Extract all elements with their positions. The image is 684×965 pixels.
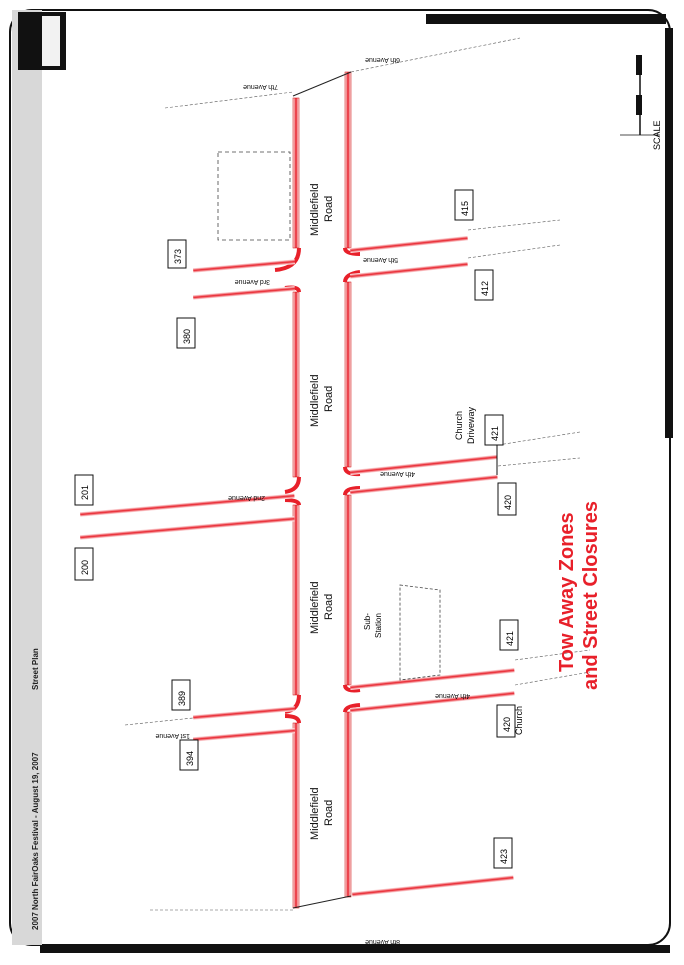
- middlefield-road: [275, 72, 360, 908]
- svg-text:7th Avenue: 7th Avenue: [243, 83, 278, 90]
- landmarks: [218, 152, 524, 735]
- svg-text:3rd Avenue: 3rd Avenue: [234, 278, 270, 285]
- closure-east-1: [345, 72, 351, 248]
- avenue-east-middle: [350, 455, 498, 495]
- address-421-a: [485, 415, 503, 445]
- svg-text:412: 412: [480, 280, 490, 296]
- closure-west-4: [293, 723, 299, 908]
- svg-text:Road: Road: [323, 799, 335, 826]
- church-driveway-label: [454, 406, 476, 444]
- svg-text:420: 420: [503, 494, 513, 510]
- title-line-1: Tow Away Zones: [556, 512, 578, 672]
- svg-text:415: 415: [460, 200, 470, 216]
- right-bar: [665, 28, 673, 438]
- address-373: [168, 240, 186, 268]
- address-421-b: [500, 620, 518, 650]
- svg-text:200: 200: [80, 559, 90, 575]
- avenue-east-top: [350, 236, 468, 279]
- address-420-a: [498, 483, 516, 515]
- title-line-2: and Street Closures: [580, 501, 602, 690]
- plan-title: Street Plan: [31, 648, 40, 690]
- scale-label: SCALE: [652, 120, 662, 150]
- closure-west-2: [293, 292, 299, 477]
- svg-text:4th Avenue: 4th Avenue: [435, 692, 470, 699]
- svg-text:1st Avenue: 1st Avenue: [155, 732, 190, 739]
- closure-east-2: [345, 282, 351, 467]
- svg-text:Middlefield: Middlefield: [309, 374, 321, 427]
- address-423: [494, 838, 512, 868]
- svg-text:389: 389: [177, 690, 187, 706]
- header: [31, 648, 40, 930]
- closure-west-1: [293, 98, 299, 248]
- address-389: [172, 680, 190, 710]
- road-label-1: [309, 183, 335, 236]
- svg-text:Road: Road: [323, 195, 335, 222]
- address-420-b: [497, 705, 515, 737]
- svg-text:421: 421: [490, 425, 500, 441]
- svg-text:Road: Road: [323, 385, 335, 412]
- svg-text:373: 373: [173, 248, 183, 264]
- avenue-east-bottom: [352, 875, 514, 945]
- road-label-2: [309, 374, 335, 427]
- substation-label: [363, 613, 383, 638]
- svg-text:4th Avenue: 4th Avenue: [380, 470, 415, 477]
- svg-text:Sub-: Sub-: [363, 613, 372, 630]
- address-415: [455, 190, 473, 220]
- svg-text:Middlefield: Middlefield: [309, 183, 321, 236]
- closure-east-3: [345, 495, 351, 685]
- festival-title: 2007 North FairOaks Festival - August 19, 2007: [31, 752, 40, 930]
- svg-text:Church: Church: [514, 705, 524, 735]
- substation-outline: [400, 585, 440, 680]
- avenue-west-bottom: [155, 706, 295, 742]
- building-outline: [218, 152, 290, 240]
- address-412: [475, 270, 493, 300]
- road-label-3: [309, 581, 335, 634]
- svg-text:201: 201: [80, 484, 90, 500]
- svg-text:6th Avenue: 6th Avenue: [365, 56, 400, 63]
- svg-text:Road: Road: [323, 593, 335, 620]
- svg-text:Middlefield: Middlefield: [309, 581, 321, 634]
- svg-text:394: 394: [185, 750, 195, 766]
- svg-text:Church: Church: [454, 410, 464, 440]
- svg-text:421: 421: [505, 630, 515, 646]
- address-394: [180, 740, 198, 770]
- avenue-west-middle: [80, 493, 295, 540]
- svg-text:380: 380: [182, 328, 192, 344]
- church-label: [514, 706, 524, 735]
- avenue-east-lower: [350, 668, 515, 713]
- closure-east-4: [345, 712, 351, 897]
- svg-text:Station: Station: [374, 613, 383, 638]
- page-frame: [10, 10, 673, 953]
- road-label-4: [309, 787, 335, 840]
- svg-text:5th Avenue: 5th Avenue: [363, 256, 398, 263]
- map-title: [556, 501, 602, 690]
- address-200: [75, 548, 93, 580]
- bottom-bar: [40, 945, 670, 953]
- scale-bar: [620, 55, 662, 150]
- closure-west-3: [293, 505, 299, 695]
- svg-text:420: 420: [502, 716, 512, 732]
- svg-text:8th Avenue: 8th Avenue: [365, 938, 400, 945]
- address-201: [75, 475, 93, 505]
- svg-text:Middlefield: Middlefield: [309, 787, 321, 840]
- svg-text:423: 423: [499, 848, 509, 864]
- top-bar: [426, 14, 666, 24]
- address-380: [177, 318, 195, 348]
- svg-text:2nd Avenue: 2nd Avenue: [228, 494, 265, 501]
- avenue-west-top: [193, 259, 295, 300]
- svg-text:Driveway: Driveway: [466, 406, 476, 444]
